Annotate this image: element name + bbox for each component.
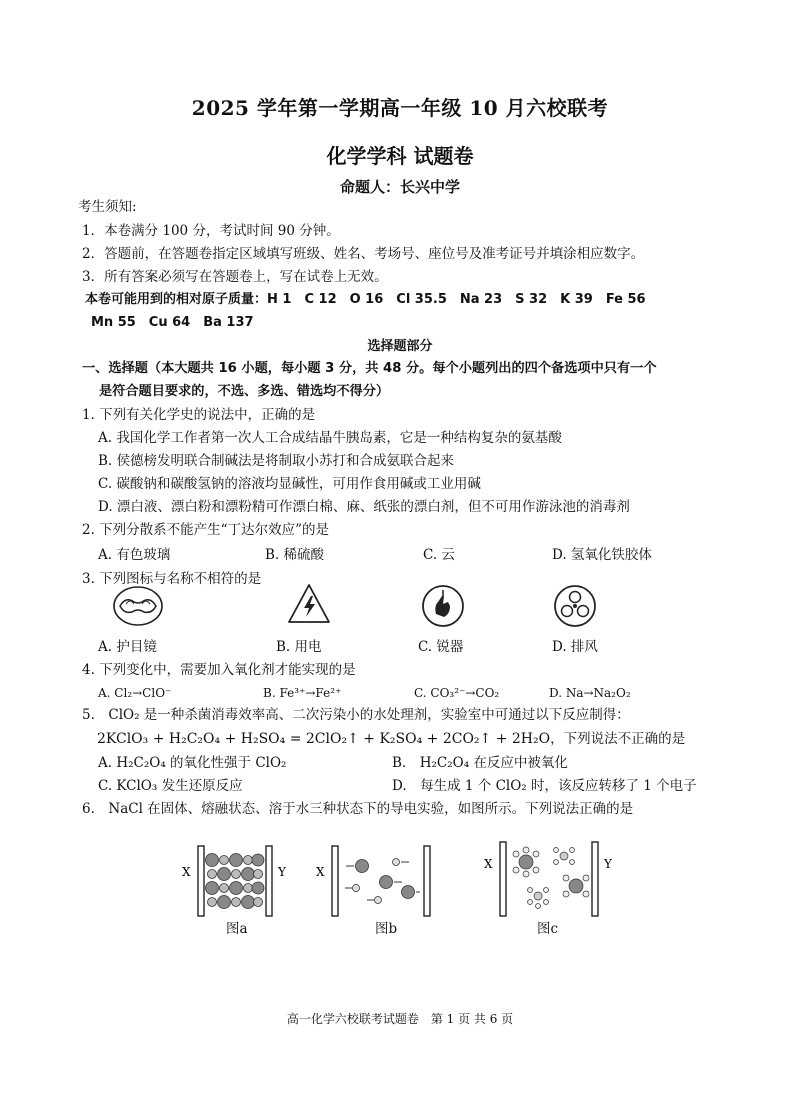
q5-equation-tail: ，下列说法不正确的是 — [550, 731, 686, 747]
figure-b-molten-nacl — [312, 842, 452, 922]
fig-a-y-label: Y — [278, 865, 286, 879]
q2-option-a: A. 有色玻璃 — [98, 547, 171, 563]
q3-option-c: C. 锐器 — [418, 639, 464, 655]
q1-option-d: D. 漂白液、漂白粉和漂粉精可作漂白棉、麻、纸张的漂白剂，但不可用作游泳池的消毒剂 — [98, 499, 630, 515]
q5-option-b: B. H₂C₂O₄ 在反应中被氧化 — [392, 755, 568, 771]
q4-option-d: D. Na→Na₂O₂ — [549, 686, 631, 700]
q3-option-d: D. 排风 — [552, 639, 598, 655]
q1-option-c: C. 碳酸钠和碳酸氢钠的溶液均显碱性，可用作食用碱或工业用碱 — [98, 476, 481, 492]
q1-option-b: B. 侯德榜发明联合制碱法是将制取小苏打和合成氨联合起来 — [98, 453, 455, 469]
notice-item-1: 1．本卷满分 100 分，考试时间 90 分钟。 — [82, 223, 340, 239]
q4-stem: 4. 下列变化中，需要加入氧化剂才能实现的是 — [82, 662, 356, 678]
electricity-warning-icon — [286, 582, 332, 626]
q3-option-b: B. 用电 — [276, 639, 322, 655]
fig-a-x-label: X — [182, 865, 191, 879]
figure-c-caption: 图c — [537, 921, 559, 937]
q5-option-a: A. H₂C₂O₄ 的氧化性强于 ClO₂ — [98, 755, 287, 771]
fig-c-y-label: Y — [604, 857, 612, 871]
notice-item-3: 3．所有答案必须写在答题卷上，写在试卷上无效。 — [82, 269, 388, 285]
figure-a-caption: 图a — [226, 921, 248, 937]
ventilation-fan-icon — [552, 584, 598, 628]
q4-option-b: B. Fe³⁺→Fe²⁺ — [263, 686, 342, 700]
figure-a-solid-nacl — [178, 842, 296, 922]
q5-equation-text: 2KClO₃ + H₂C₂O₄ + H₂SO₄ = 2ClO₂↑ + K₂SO₄ + 2CO₂↑ + 2H₂O — [97, 731, 551, 747]
author-line: 命题人：长兴中学 — [339, 178, 460, 196]
q2-option-d: D. 氢氧化铁胶体 — [552, 547, 652, 563]
notice-heading: 考生须知: — [78, 199, 137, 215]
q3-stem: 3. 下列图标与名称不相符的是 — [82, 571, 262, 587]
q5-option-d: D. 每生成 1 个 ClO₂ 时，该反应转移了 1 个电子 — [392, 778, 697, 794]
fig-c-x-label: X — [484, 857, 493, 871]
figure-b-caption: 图b — [375, 921, 398, 937]
figure-c-nacl-solution — [480, 836, 620, 922]
q3-option-a: A. 护目镜 — [98, 639, 157, 655]
q5-option-c: C. KClO₃ 发生还原反应 — [98, 778, 243, 794]
atomic-masses-line2: Mn 55 Cu 64 Ba 137 — [91, 315, 254, 330]
part1-heading-line2: 是符合题目要求的，不选、多选、错选均不得分） — [99, 384, 390, 399]
subject-title: 化学学科 试题卷 — [326, 144, 474, 168]
atomic-masses-line1: 本卷可能用到的相对原子质量：H 1 C 12 O 16 Cl 35.5 Na 23 S 32 K 39 Fe 56 — [85, 292, 646, 307]
section-title: 选择题部分 — [367, 339, 433, 354]
q5-equation — [97, 727, 685, 747]
part1-heading-line1: 一、选择题（本大题共 16 小题，每小题 3 分，共 48 分。每个小题列出的四个备选项中只有一个 — [82, 361, 657, 376]
q1-stem: 1. 下列有关化学史的说法中，正确的是 — [82, 407, 316, 423]
exam-title: 2025 学年第一学期高一年级 10 月六校联考 — [191, 96, 609, 120]
q4-option-a: A. Cl₂→ClO⁻ — [98, 686, 172, 700]
q5-stem: 5. ClO₂ 是一种杀菌消毒效率高、二次污染小的水处理剂，实验室中可通过以下反应制得： — [82, 707, 630, 723]
q2-option-b: B. 稀硫酸 — [265, 547, 325, 563]
q1-option-a: A. 我国化学工作者第一次人工合成结晶牛胰岛素，它是一种结构复杂的氨基酸 — [98, 430, 562, 446]
notice-item-2: 2．答题前，在答题卷指定区域填写班级、姓名、考场号、座位号及准考证号并填涂相应数字。 — [82, 246, 645, 262]
page-footer: 高一化学六校联考试题卷 第 1 页 共 6 页 — [286, 1012, 514, 1026]
q4-option-c: C. CO₃²⁻→CO₂ — [414, 686, 500, 700]
q2-option-c: C. 云 — [423, 547, 455, 563]
fig-b-x-label: X — [316, 865, 325, 879]
goggles-icon — [112, 584, 164, 628]
q2-stem: 2. 下列分散系不能产生“丁达尔效应”的是 — [82, 522, 329, 538]
sharp-object-icon — [420, 584, 466, 628]
q6-stem: 6. NaCl 在固体、熔融状态、溶于水三种状态下的导电实验，如图所示。下列说法正确的是 — [82, 801, 634, 817]
